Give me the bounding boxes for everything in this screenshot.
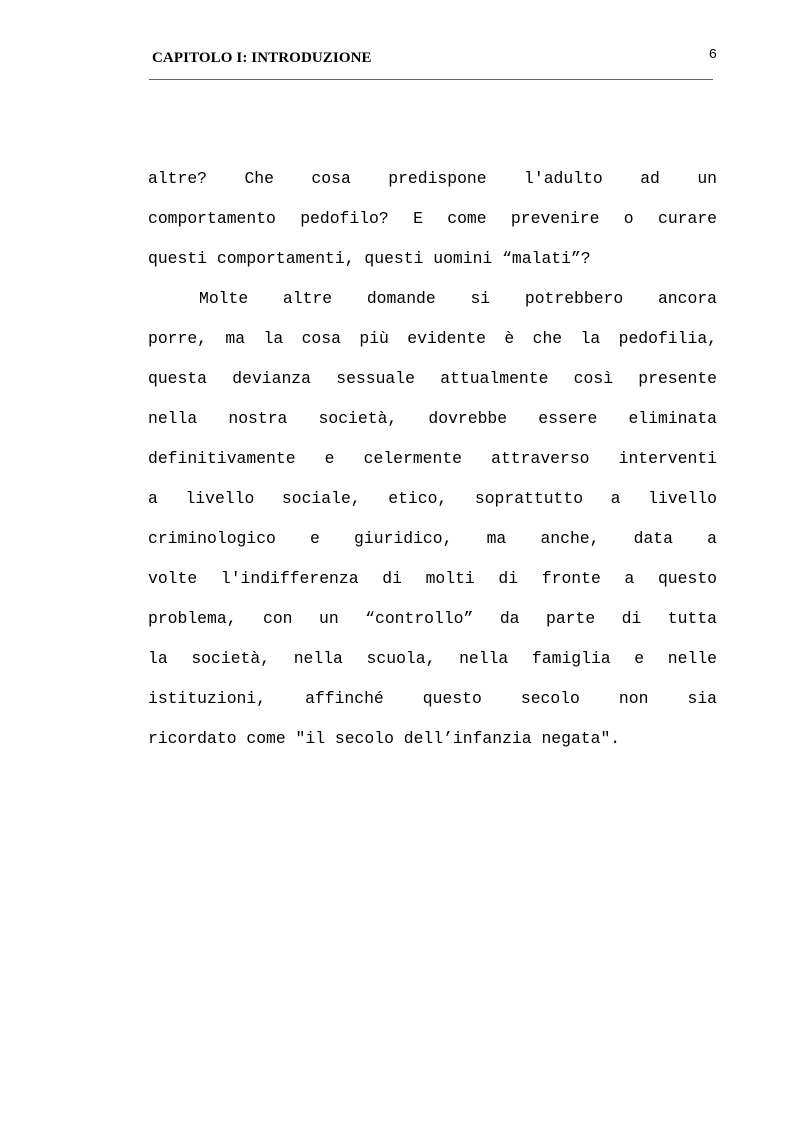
chapter-title: CAPITOLO I: INTRODUZIONE [152,50,372,66]
page-header [150,46,717,70]
header-divider [149,79,713,80]
text-line: Molte altre domande si potrebbero ancora [199,289,717,308]
text-line: istituzioni, affinché questo secolo non sia [148,689,717,708]
text-line: questa devianza sessuale attualmente così presente [148,369,717,388]
text-line: criminologico e giuridico, ma anche, data a [148,529,717,548]
text-line: la società, nella scuola, nella famiglia e nelle [148,649,717,668]
text-line: comportamento pedofilo? E come prevenire o curare [148,209,717,228]
text-line: questi comportamenti, questi uomini “malati”? [148,249,591,268]
body-text [148,159,717,759]
text-line: porre, ma la cosa più evidente è che la pedofilia, [148,329,717,348]
text-line: definitivamente e celermente attraverso interventi [148,449,717,468]
text-line: problema, con un “controllo” da parte di tutta [148,609,717,628]
text-line: ricordato come "il secolo dell’infanzia negata". [148,729,621,748]
text-line: volte l'indifferenza di molti di fronte a questo [148,569,717,588]
page-number: 6 [708,47,717,63]
text-line: nella nostra società, dovrebbe essere eliminata [148,409,717,428]
text-line: altre? Che cosa predispone l'adulto ad un [148,169,717,188]
text-line: a livello sociale, etico, soprattutto a livello [148,489,717,508]
